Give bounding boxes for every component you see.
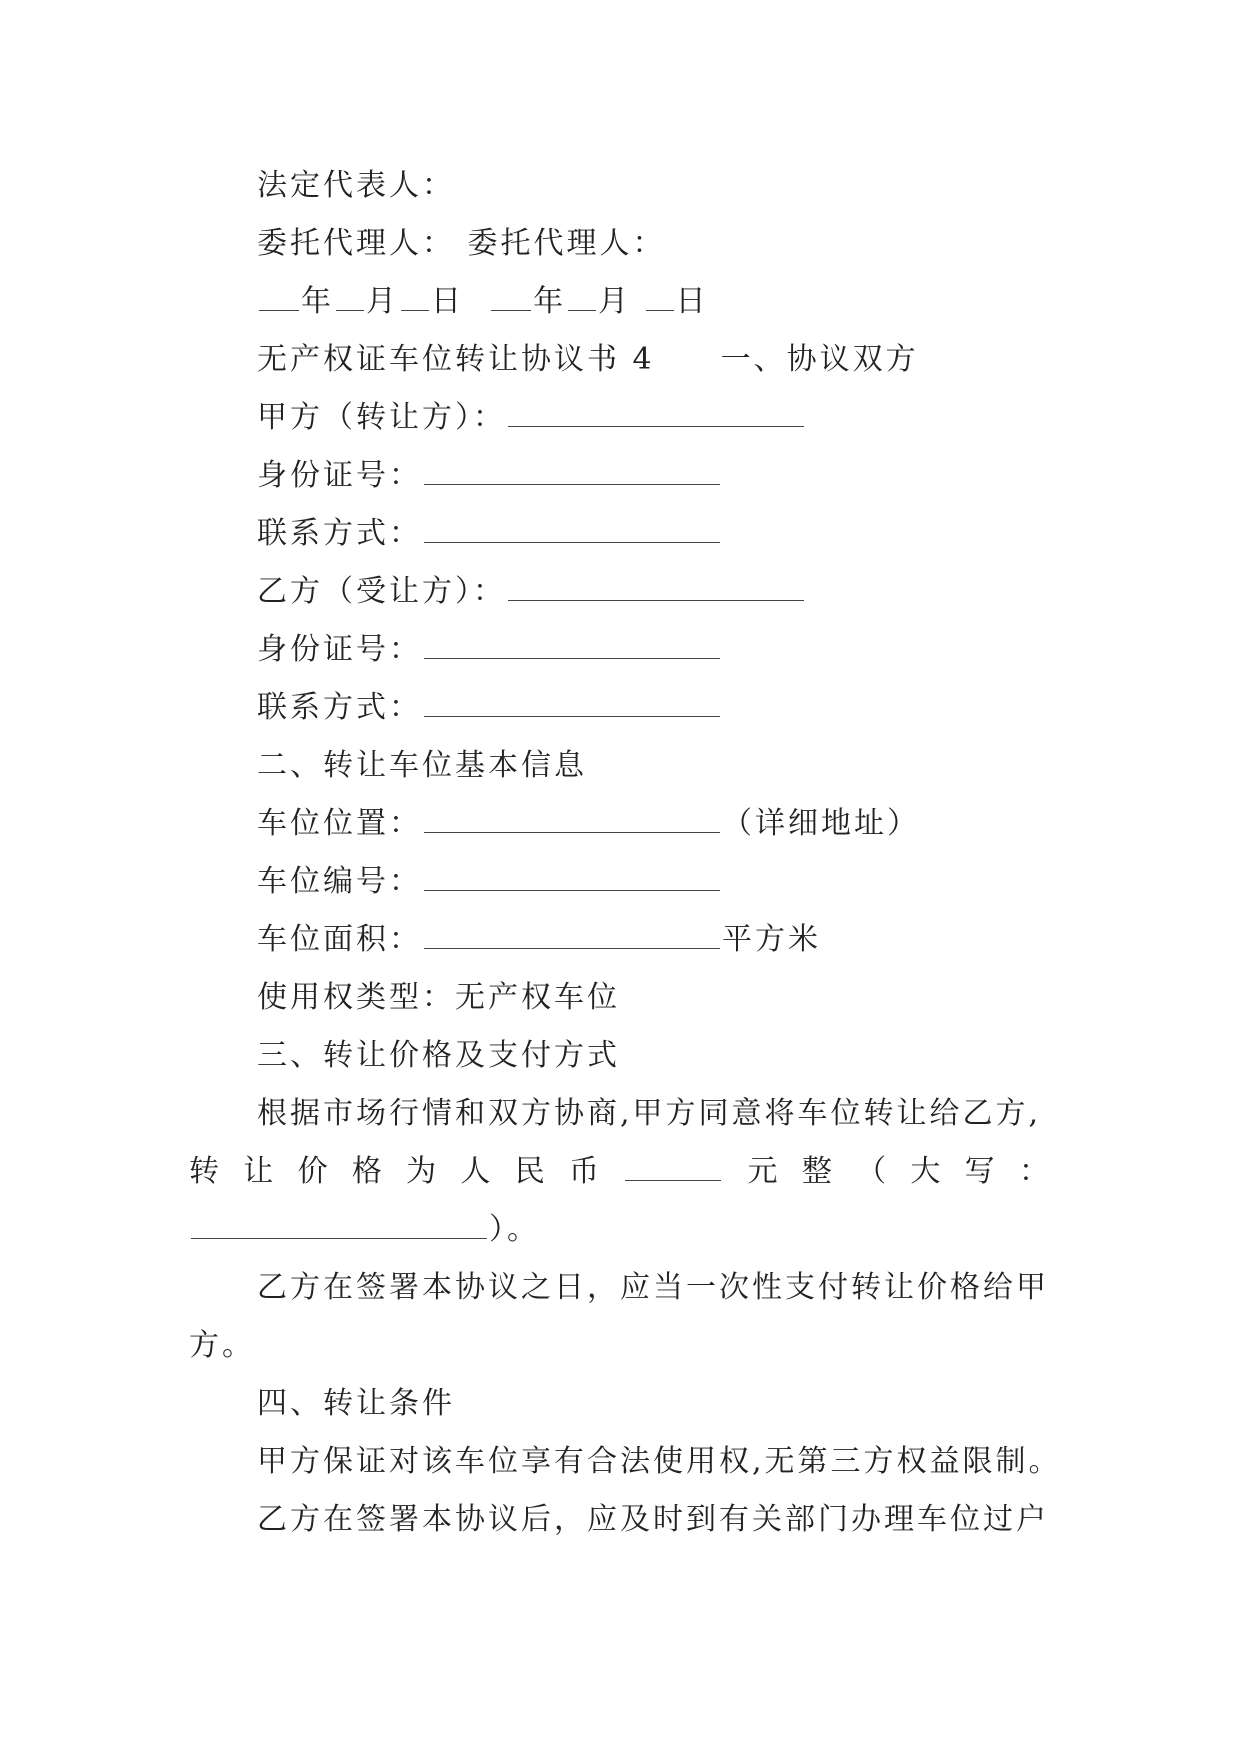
party-b-line: 乙方（受让方）： (257, 574, 806, 610)
price-blank (625, 1154, 721, 1181)
number-line: 车位编号： (257, 864, 722, 900)
blank (646, 284, 674, 311)
blank (424, 516, 720, 543)
price-uppercase-line: ）。 (189, 1212, 540, 1248)
blank (424, 690, 720, 717)
blank (424, 458, 720, 485)
paragraph-4: 乙方在签署本协议后，应及时到有关部门办理车位过户 (257, 1502, 1049, 1537)
blank (336, 284, 364, 311)
party-a-line: 甲方（转让方）： (257, 400, 806, 436)
title-line: 无产权证车位转让协议书 4 一、协议双方 (257, 342, 919, 377)
blank (491, 284, 531, 311)
section-2-heading: 二、转让车位基本信息 (257, 748, 587, 783)
blank (508, 400, 804, 427)
blank (508, 574, 804, 601)
right-type-line: 使用权类型：无产权车位 (257, 980, 620, 1015)
price-line-justified: 转 让 价 格 为 人 民 币 元 整 （ 大 写 ： (189, 1154, 1049, 1189)
paragraph-2-end: 方。 (189, 1328, 255, 1363)
blank (424, 864, 720, 891)
section-4-heading: 四、转让条件 (257, 1386, 455, 1421)
id-a-line: 身份证号： (257, 458, 722, 494)
blank (191, 1212, 487, 1239)
legal-representative-line: 法定代表人： (257, 168, 455, 203)
location-line: 车位位置： （详细地址） (257, 806, 920, 841)
blank (424, 922, 720, 949)
area-line: 车位面积： 平方米 (257, 922, 821, 957)
price-line (189, 1154, 1049, 1190)
contact-a-line: 联系方式： (257, 516, 722, 552)
blank (568, 284, 596, 311)
paragraph-3: 甲方保证对该车位享有合法使用权,无第三方权益限制。 (257, 1444, 1062, 1479)
id-b-line: 身份证号： (257, 632, 722, 668)
blank (424, 806, 720, 833)
blank (424, 632, 720, 659)
section-3-heading: 三、转让价格及支付方式 (257, 1038, 620, 1073)
blank (401, 284, 429, 311)
agent-line: 委托代理人： 委托代理人： (257, 226, 666, 261)
contact-b-line: 联系方式： (257, 690, 722, 726)
paragraph-2: 乙方在签署本协议之日，应当一次性支付转让价格给甲 (257, 1270, 1049, 1305)
paragraph-1: 根据市场行情和双方协商,甲方同意将车位转让给乙方, (257, 1096, 1042, 1131)
date-line: 年 月 日 年 月 日 (257, 284, 709, 320)
blank (259, 284, 299, 311)
